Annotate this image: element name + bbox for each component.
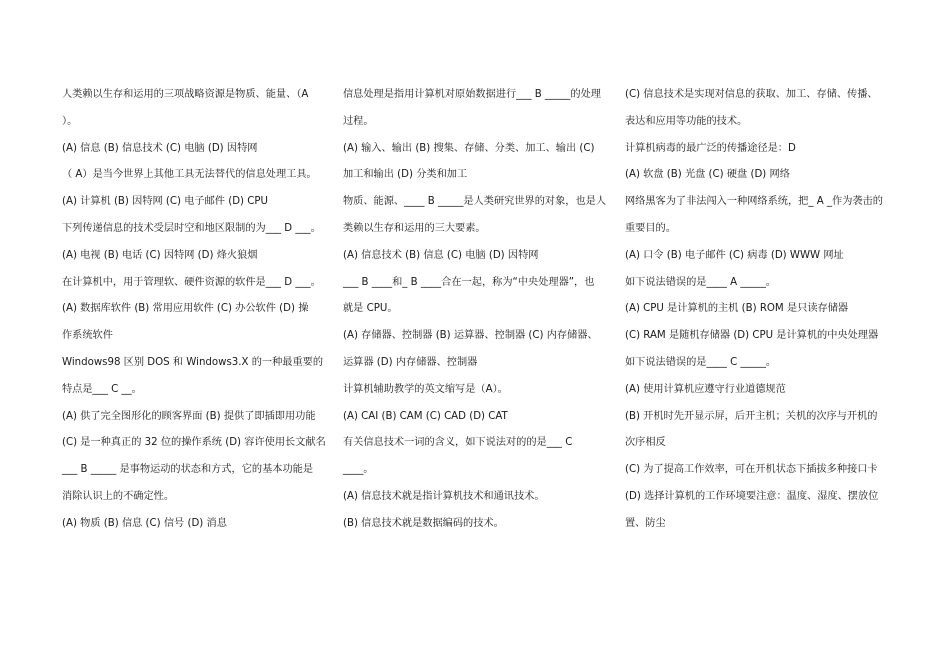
text-line: (A) 存储器、控制器 (B) 运算器、控制器 (C) 内存储器、 <box>343 330 598 342</box>
text-line: (B) 开机时先开显示屏，后开主机；关机的次序与开机的 <box>625 410 878 422</box>
text-line: 置、防尘 <box>625 517 666 529</box>
text-column-2 <box>343 86 605 542</box>
text-line: 过程。 <box>343 115 374 127</box>
text-line: 类赖以生存和运用的三大要素。 <box>343 222 486 234</box>
text-line: (A) 供了完全图形化的顾客界面 (B) 提供了即插即用功能 <box>62 410 316 422</box>
text-line: (C) RAM 是随机存储器 (D) CPU 是计算机的中央处理器 <box>625 330 879 342</box>
text-line: 如下说法错误的是____ C _____。 <box>625 356 777 368</box>
text-line: ___ B _____ 是事物运动的状态和方式，它的基本功能是 <box>62 464 314 476</box>
text-line: 有关信息技术一词的含义，如下说法对的的是___ C <box>343 437 573 449</box>
text-line: (C) 是一种真正的 32 位的操作系统 (D) 容许使用长文献名 <box>62 437 326 449</box>
text-line: 如下说法错误的是____ A _____。 <box>625 276 776 288</box>
text-line: (A) 数据库软件 (B) 常用应用软件 (C) 办公软件 (D) 操 <box>62 303 309 315</box>
text-line: 特点是___ C __。 <box>62 383 142 395</box>
text-line: Windows98 区别 DOS 和 Windows3.X 的一种最重要的 <box>62 356 324 368</box>
text-line: ____。 <box>343 464 374 476</box>
text-line: 计算机病毒的最广泛的传播途径是：D <box>625 142 796 154</box>
text-line: 就是 CPU。 <box>343 303 398 315</box>
text-line: 次序相反 <box>625 437 666 449</box>
text-line: 重要目的。 <box>625 222 676 234</box>
text-line: (A) 计算机 (B) 因特网 (C) 电子邮件 (D) CPU <box>62 196 268 208</box>
text-line: (C) 为了提高工作效率，可在开机状态下插拔多种接口卡 <box>625 464 878 476</box>
text-line: (A) CAI (B) CAM (C) CAD (D) CAT <box>343 410 508 422</box>
text-line: (A) 输入、输出 (B) 搜集、存储、分类、加工、输出 (C) <box>343 142 595 154</box>
text-line: 信息处理是指用计算机对原始数据进行___ B _____的处理 <box>343 89 601 100</box>
text-line: (D) 选择计算机的工作环境要注意：温度、湿度、摆放位 <box>625 490 879 502</box>
text-line: 加工和输出 (D) 分类和加工 <box>343 169 468 181</box>
text-line: 消除认识上的不确定性。 <box>62 490 175 502</box>
text-line: (A) 软盘 (B) 光盘 (C) 硬盘 (D) 网络 <box>625 169 790 181</box>
text-line: （ A）是当今世界上其他工具无法替代的信息处理工具。 <box>62 169 317 181</box>
text-column-3 <box>625 86 889 542</box>
text-line: 计算机辅助教学的英文缩写是（A）。 <box>343 383 508 395</box>
text-line: 下列传递信息的技术受层时空和地区限制的为___ D ___。 <box>62 222 321 234</box>
text-line: (A) 电视 (B) 电话 (C) 因特网 (D) 烽火狼烟 <box>62 249 258 261</box>
text-line: 表达和应用等功能的技术。 <box>625 115 748 127</box>
text-line: 物质、能源、____ B _____是人类研究世界的对象，也是人 <box>343 196 607 208</box>
text-line: 在计算机中，用于管理软、硬件资源的软件是___ D ___。 <box>62 276 321 288</box>
text-line: (A) 信息 (B) 信息技术 (C) 电脑 (D) 因特网 <box>62 142 258 154</box>
text-line: (A) 信息技术就是指计算机技术和通讯技术。 <box>343 490 545 502</box>
text-line: (A) 物质 (B) 信息 (C) 信号 (D) 消息 <box>62 517 227 529</box>
text-line: ___ B ____和_ B ____合在一起，称为“中央处理器”，也 <box>343 276 595 288</box>
text-line: (B) 信息技术就是数据编码的技术。 <box>343 517 504 529</box>
text-line: (A) CPU 是计算机的主机 (B) ROM 是只读存储器 <box>625 303 849 315</box>
text-line: 作系统软件 <box>62 330 113 342</box>
text-line: (A) 使用计算机应遵守行业道德规范 <box>625 383 786 395</box>
text-line: 运算器 (D) 内存储器、控制器 <box>343 356 478 368</box>
text-line: 人类赖以生存和运用的三项战略资源是物质、能量、（A <box>62 89 309 100</box>
text-line: (A) 口令 (B) 电子邮件 (C) 病毒 (D) WWW 网址 <box>625 249 844 261</box>
text-line: (A) 信息技术 (B) 信息 (C) 电脑 (D) 因特网 <box>343 249 539 261</box>
text-line: 网络黑客为了非法闯入一种网络系统，把_ A _作为袭击的 <box>625 196 883 208</box>
text-line: (C) 信息技术是实现对信息的获取、加工、存储、传播、 <box>625 89 878 100</box>
text-line: ）。 <box>62 115 78 127</box>
text-column-1 <box>62 86 324 542</box>
